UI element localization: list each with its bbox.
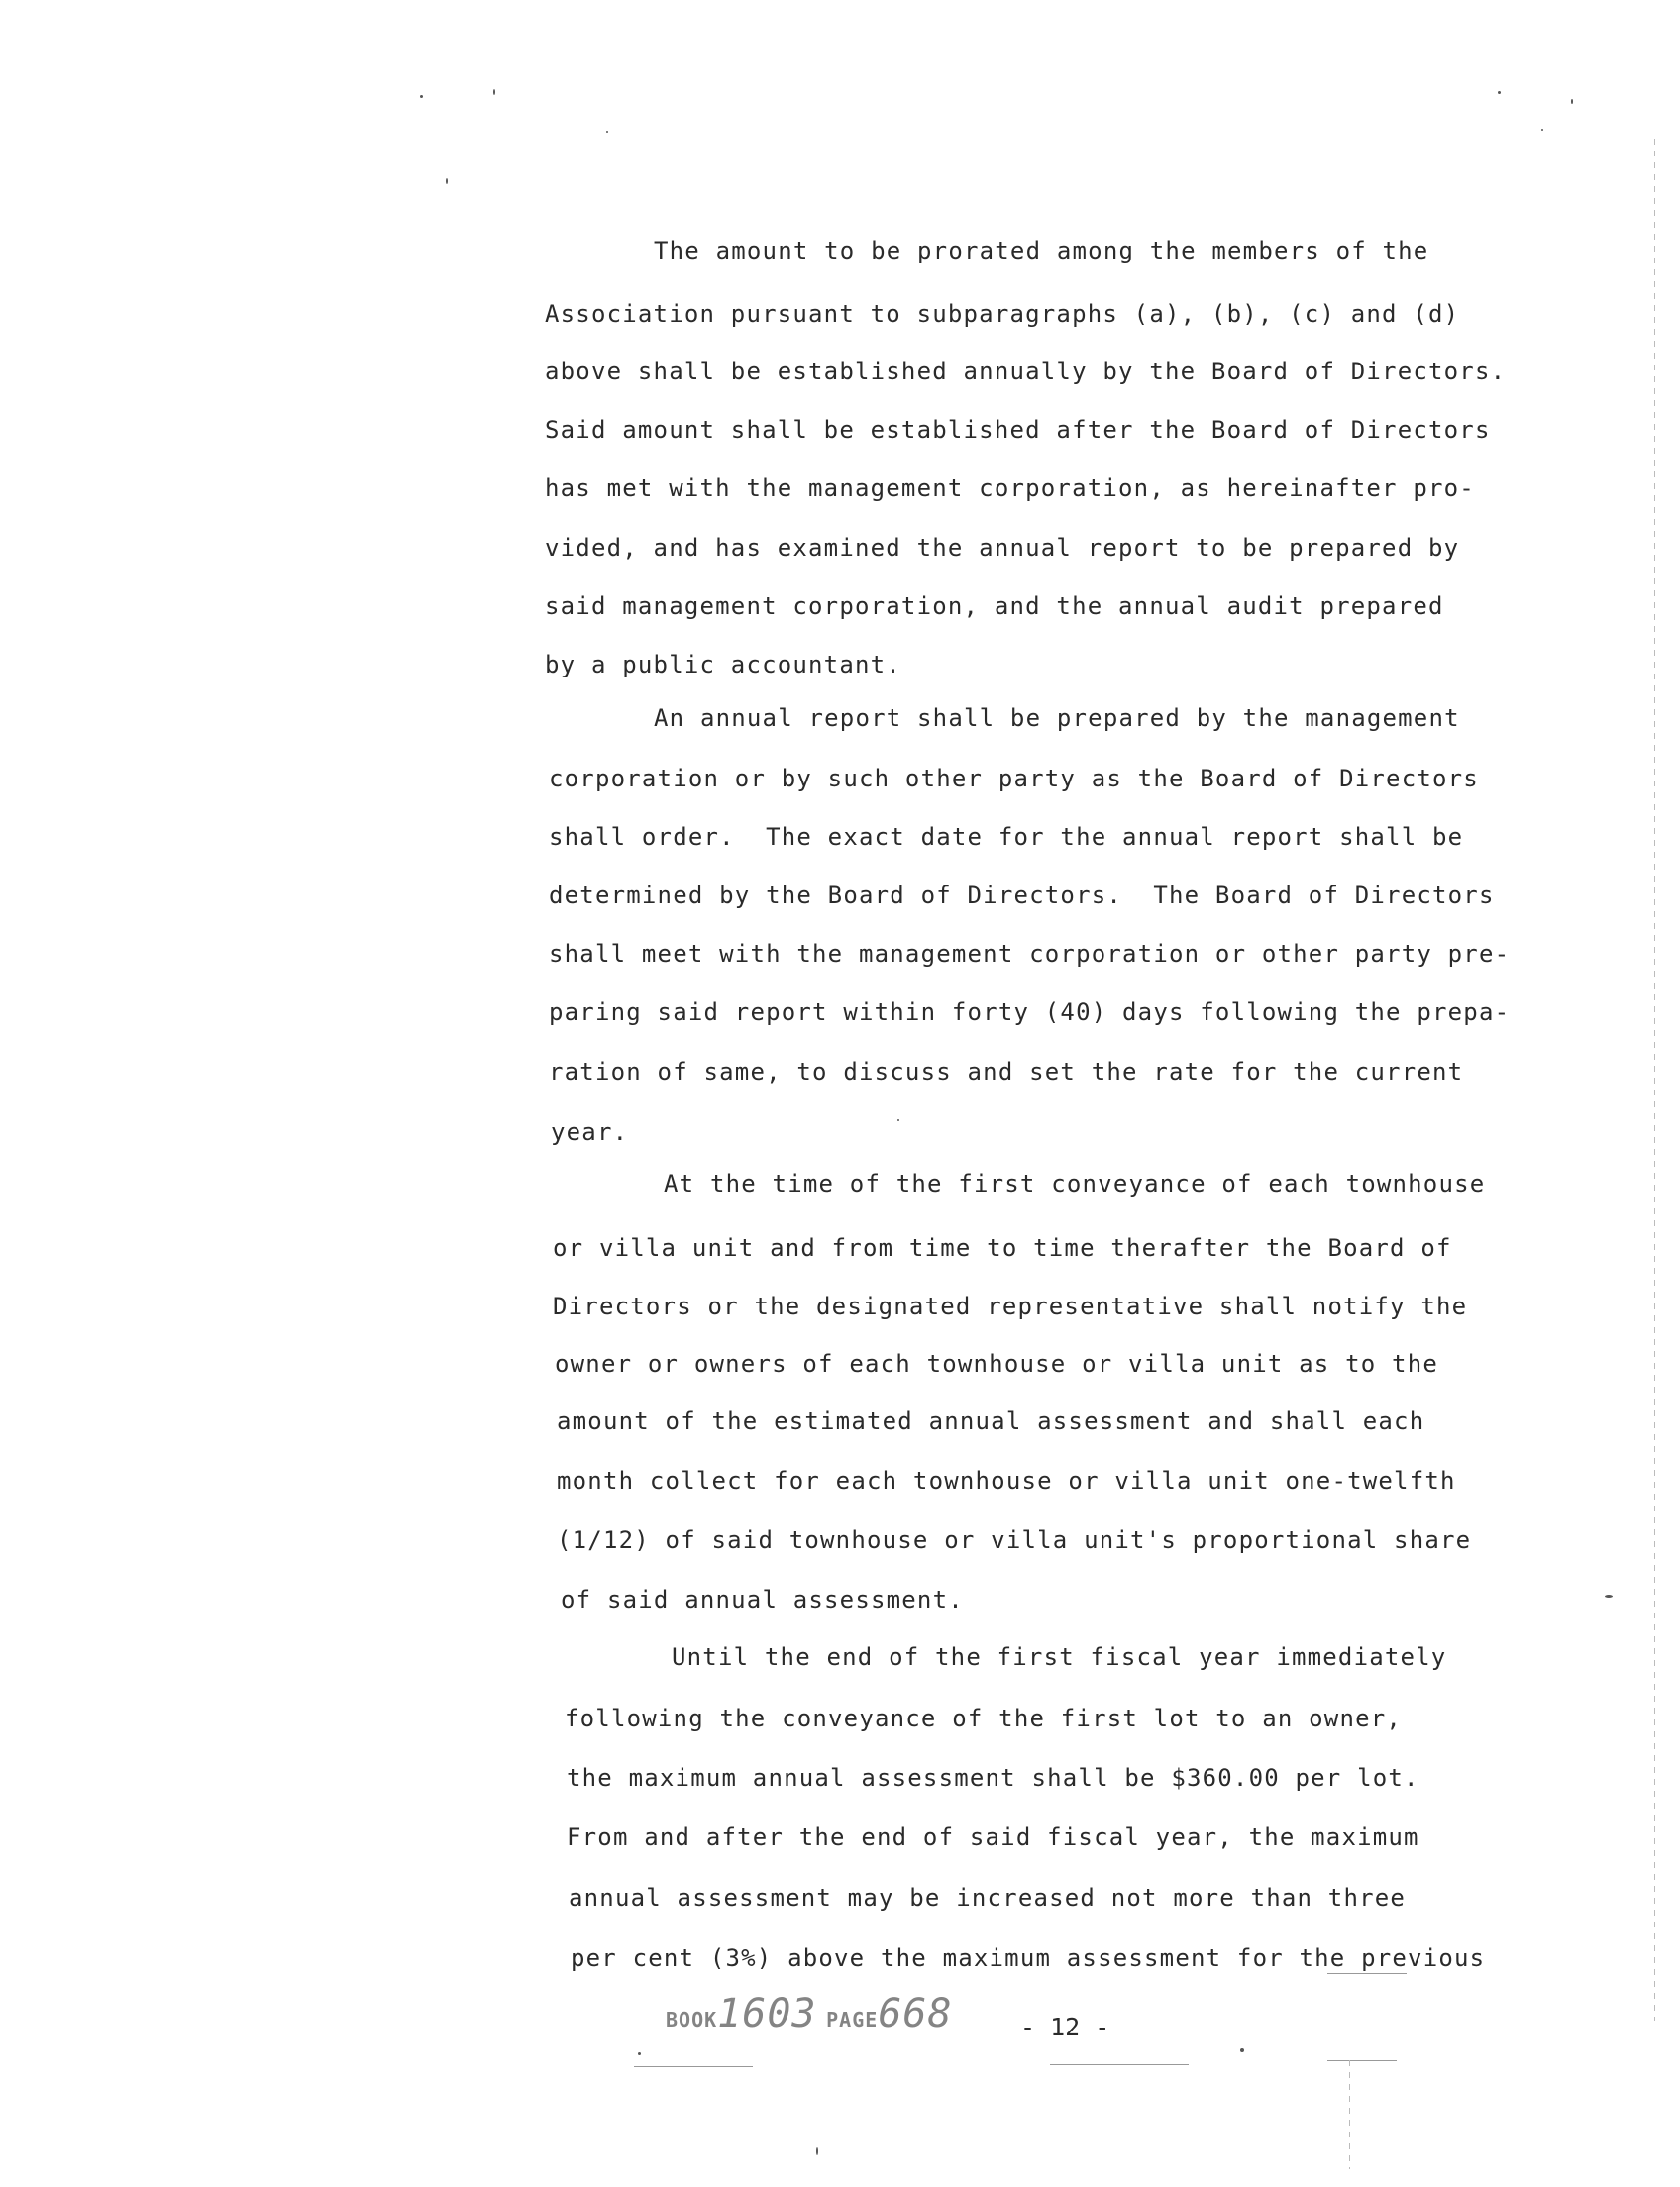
text-line: per cent (3%) above the maximum assessment for the previous bbox=[571, 1944, 1486, 1972]
scan-speck bbox=[1498, 91, 1501, 94]
text-line: said management corporation, and the annual audit prepared bbox=[545, 592, 1444, 620]
text-line: amount of the estimated annual assessment and shall each bbox=[557, 1407, 1425, 1435]
scan-edge bbox=[1349, 2060, 1350, 2169]
text-line: above shall be established annually by the Board of Directors. bbox=[545, 358, 1507, 385]
text-line: An annual report shall be prepared by the management bbox=[654, 704, 1460, 732]
text-line: owner or owners of each townhouse or villa unit as to the bbox=[555, 1350, 1439, 1378]
stamp-page-value: 668 bbox=[878, 1991, 953, 2036]
text-line: of said annual assessment. bbox=[561, 1586, 964, 1614]
scan-speck bbox=[1240, 2048, 1244, 2052]
text-line: or villa unit and from time to time therafter the Board of bbox=[553, 1234, 1452, 1262]
scan-line bbox=[1327, 2060, 1397, 2061]
stamp-book-number: 1603 bbox=[717, 1991, 817, 2036]
text-line: by a public accountant. bbox=[545, 651, 901, 678]
text-line: following the conveyance of the first lot to an owner, bbox=[565, 1705, 1403, 1732]
text-line: At the time of the first conveyance of each townhouse bbox=[664, 1170, 1486, 1198]
scan-speck bbox=[446, 178, 448, 184]
recording-stamp bbox=[666, 1991, 953, 2036]
text-line: has met with the management corporation, as hereinafter pro- bbox=[545, 474, 1475, 502]
text-line: From and after the end of said fiscal year, the maximum bbox=[567, 1823, 1419, 1851]
stamp-page-label: PAGE bbox=[826, 2008, 879, 2031]
text-line: Said amount shall be established after the Board of Directors bbox=[545, 416, 1491, 444]
text-line: Association pursuant to subparagraphs (a), (b), (c) and (d) bbox=[545, 300, 1460, 328]
scan-speck bbox=[420, 95, 423, 98]
text-line: Directors or the designated representative shall notify the bbox=[553, 1293, 1468, 1320]
scan-speck bbox=[1571, 99, 1573, 104]
scan-line bbox=[634, 2066, 753, 2067]
page-number: - 12 - bbox=[1020, 2013, 1110, 2041]
text-line: ration of same, to discuss and set the rate for the current bbox=[549, 1058, 1464, 1086]
scan-line bbox=[1050, 2064, 1189, 2065]
text-line: The amount to be prorated among the members of the bbox=[654, 237, 1429, 264]
scan-edge bbox=[1654, 139, 1655, 2021]
text-line: year. bbox=[551, 1118, 629, 1146]
text-line: shall order. The exact date for the annual report shall be bbox=[549, 823, 1464, 851]
text-line: corporation or by such other party as the Board of Directors bbox=[549, 765, 1479, 792]
scan-line bbox=[1327, 1973, 1407, 1974]
stamp-book-label: BOOK bbox=[666, 2008, 718, 2031]
scan-speck bbox=[897, 1119, 899, 1121]
scan-speck bbox=[638, 2052, 641, 2055]
text-line: (1/12) of said townhouse or villa unit's proportional share bbox=[557, 1526, 1472, 1554]
text-line: Until the end of the first fiscal year immediately bbox=[672, 1643, 1447, 1671]
text-line: the maximum annual assessment shall be $360.00 per lot. bbox=[567, 1764, 1419, 1792]
scan-speck bbox=[493, 89, 495, 95]
text-line: month collect for each townhouse or villa unit one-twelfth bbox=[557, 1467, 1456, 1495]
scan-speck bbox=[606, 131, 608, 133]
scan-speck bbox=[816, 2147, 818, 2155]
text-line: shall meet with the management corporation or other party pre- bbox=[549, 940, 1511, 968]
text-line: vided, and has examined the annual report to be prepared by bbox=[545, 534, 1460, 562]
text-line: paring said report within forty (40) days following the prepa- bbox=[549, 998, 1511, 1026]
scan-speck bbox=[1541, 129, 1543, 131]
text-line: annual assessment may be increased not more than three bbox=[569, 1884, 1407, 1912]
scan-speck bbox=[1605, 1595, 1613, 1598]
text-line: determined by the Board of Directors. The Board of Directors bbox=[549, 882, 1495, 909]
